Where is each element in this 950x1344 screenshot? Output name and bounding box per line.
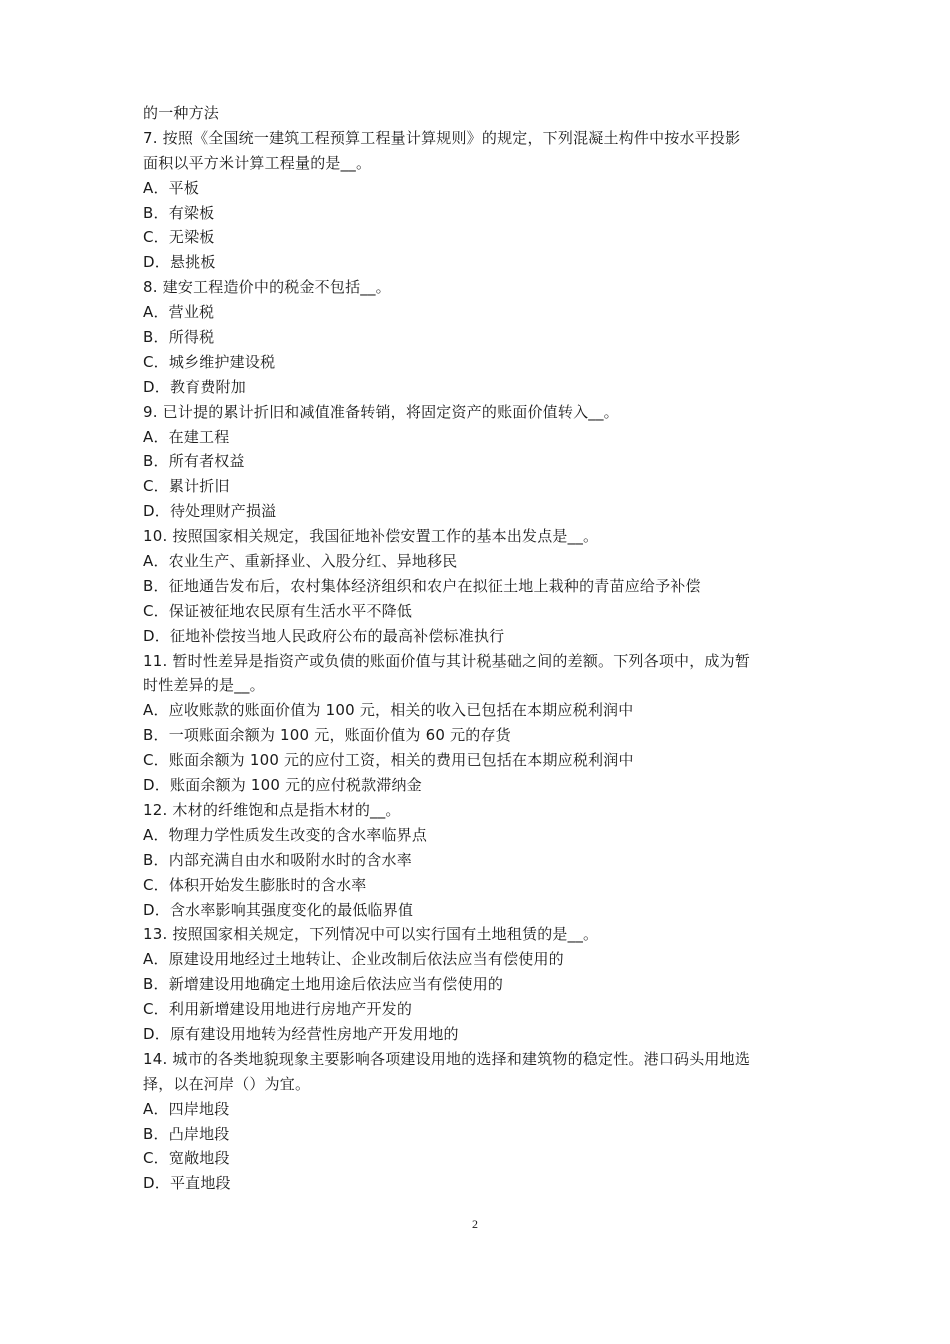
option-d: D．征地补偿按当地人民政府公布的最高补偿标准执行 xyxy=(143,626,505,645)
option-b: B．征地通告发布后，农村集体经济组织和农户在拟征土地上栽种的青苗应给予补偿 xyxy=(143,576,701,595)
option-c: C．体积开始发生膨胀时的含水率 xyxy=(143,875,367,894)
option-c: C．账面余额为 100 元的应付工资，相关的费用已包括在本期应税利润中 xyxy=(143,751,634,770)
option-b: B．凸岸地段 xyxy=(143,1124,230,1143)
option-d: D．待处理财产损溢 xyxy=(143,502,277,521)
option-d: D．平直地段 xyxy=(143,1174,231,1193)
option-a: A．原建设用地经过土地转让、企业改制后依法应当有偿使用的 xyxy=(143,950,564,969)
option-b: B．一项账面余额为 100 元，账面价值为 60 元的存货 xyxy=(143,726,511,745)
page-number: 2 xyxy=(472,1217,478,1231)
option-a: A．营业税 xyxy=(143,303,215,322)
option-b: B．所有者权益 xyxy=(143,452,245,471)
option-a: A．应收账款的账面价值为 100 元，相关的收入已包括在本期应税利润中 xyxy=(143,701,634,720)
question-14-stem: 14. 城市的各类地貌现象主要影响各项建设用地的选择和建筑物的稳定性。港口码头用地选 xyxy=(143,1049,751,1068)
question-10-stem: 10. 按照国家相关规定，我国征地补偿安置工作的基本出发点是__。 xyxy=(143,527,599,546)
option-d: D．原有建设用地转为经营性房地产开发用地的 xyxy=(143,1024,459,1043)
option-a: A．在建工程 xyxy=(143,427,230,446)
option-d: D．含水率影响其强度变化的最低临界值 xyxy=(143,900,414,919)
option-a: A．物理力学性质发生改变的含水率临界点 xyxy=(143,825,428,844)
question-12-stem: 12. 木材的纤维饱和点是指木材的__。 xyxy=(143,800,401,819)
option-a: A．平板 xyxy=(143,178,200,197)
option-c: C．累计折旧 xyxy=(143,477,230,496)
option-a: A．四岸地段 xyxy=(143,1099,230,1118)
option-c: C．无梁板 xyxy=(143,228,215,247)
question-14-stem-cont: 择，以在河岸（）为宜。 xyxy=(143,1074,311,1093)
option-c: C．利用新增建设用地进行房地产开发的 xyxy=(143,1000,413,1019)
question-13-stem: 13. 按照国家相关规定，下列情况中可以实行国有土地租赁的是__。 xyxy=(143,925,599,944)
question-11-stem: 11. 暂时性差异是指资产或负债的账面价值与其计税基础之间的差额。下列各项中，成为暂 xyxy=(143,651,751,670)
question-11-stem-cont: 时性差异的是__。 xyxy=(143,676,265,695)
page-content xyxy=(143,101,823,1196)
option-a: A．农业生产、重新择业、入股分红、异地移民 xyxy=(143,552,458,571)
option-b: B．新增建设用地确定土地用途后依法应当有偿使用的 xyxy=(143,975,504,994)
question-7-stem: 7. 按照《全国统一建筑工程预算工程量计算规则》的规定，下列混凝土构件中按水平投影 xyxy=(143,128,741,147)
option-b: B．所得税 xyxy=(143,328,215,347)
option-c: C．保证被征地农民原有生活水平不降低 xyxy=(143,601,413,620)
question-7-stem-cont: 面积以平方米计算工程量的是__。 xyxy=(143,153,372,172)
option-b: B．内部充满自由水和吸附水时的含水率 xyxy=(143,850,412,869)
option-c: C．城乡维护建设税 xyxy=(143,352,276,371)
question-8-stem: 8. 建安工程造价中的税金不包括__。 xyxy=(143,278,391,297)
option-d: D．账面余额为 100 元的应付税款滞纳金 xyxy=(143,776,422,795)
option-d: D．悬挑板 xyxy=(143,253,216,272)
text-line: 的一种方法 xyxy=(143,104,220,122)
option-b: B．有梁板 xyxy=(143,203,215,222)
option-d: D．教育费附加 xyxy=(143,377,246,396)
question-9-stem: 9. 已计提的累计折旧和减值准备转销，将固定资产的账面价值转入__。 xyxy=(143,402,619,421)
option-c: C．宽敞地段 xyxy=(143,1149,230,1168)
